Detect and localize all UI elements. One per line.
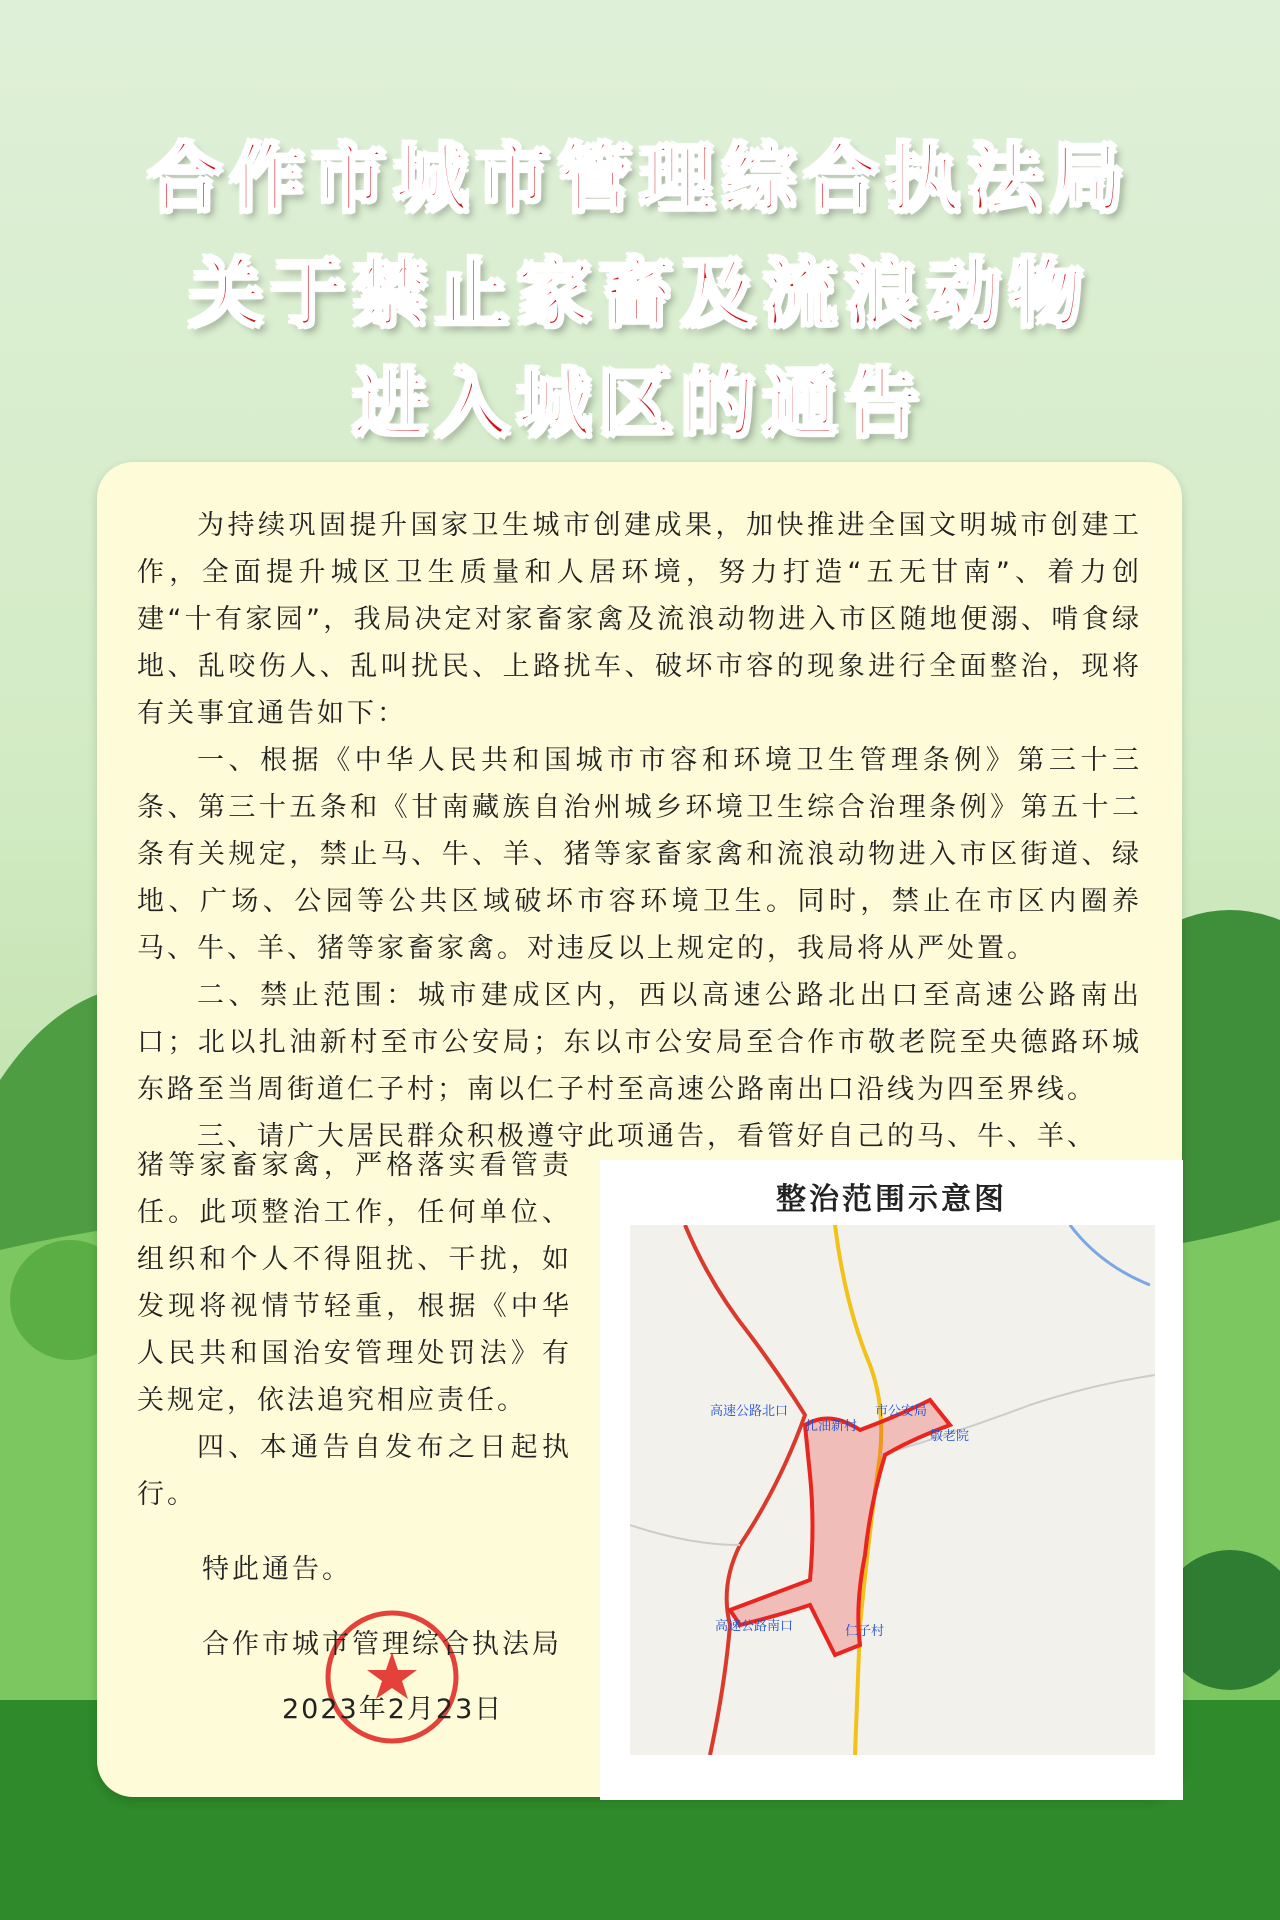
label-police: 市公安局 xyxy=(875,1404,928,1419)
map-title: 整治范围示意图 xyxy=(776,1182,1007,1217)
left-column xyxy=(137,1142,572,1518)
label-north-exit: 高速公路北口 xyxy=(710,1404,789,1419)
label-renzi: 仁子村 xyxy=(845,1624,885,1639)
title-line-1: 合作市城市管理综合执法局 xyxy=(148,136,1132,222)
item-3-paragraph-start: 三、请广大居民群众积极遵守此项通告，看管好自己的马、牛、羊、 xyxy=(197,1121,1097,1152)
item-4-paragraph: 四、本通告自发布之日起执行。 xyxy=(137,1432,572,1510)
notice-body xyxy=(137,502,1142,1160)
date: 2023年2月23日 xyxy=(282,1694,504,1725)
item-1-paragraph: 一、根据《中华人民共和国城市市容和环境卫生管理条例》第三十三条、第三十五条和《甘南藏族自治州城乡环境卫生综合治理条例》第五十二条有关规定，禁止马、牛、羊、猪等家畜家禽和流浪动物进入市区街道、绿地、广场、公园等公共区域破坏市容环境卫生。同时，禁止在市区内圈养马、牛、羊、猪等家畜家禽。对违反以上规定的，我局将从严处置。 xyxy=(137,745,1142,964)
range-map xyxy=(630,1225,1155,1755)
label-south-exit: 高速公路南口 xyxy=(715,1619,794,1634)
title-line-2: 关于禁止家畜及流浪动物 xyxy=(189,251,1091,337)
label-nursing: 敬老院 xyxy=(930,1429,970,1444)
item-2-paragraph: 二、禁止范围：城市建成区内，西以高速公路北出口至高速公路南出口；北以扎油新村至市公安局；东以市公安局至合作市敬老院至央德路环城东路至当周街道仁子村；南以仁子村至高速公路南出口沿线为四至界线。 xyxy=(137,980,1142,1105)
map-card xyxy=(600,1160,1183,1800)
item-3-paragraph-rest: 猪等家畜家禽，严格落实看管责任。此项整治工作，任何单位、组织和个人不得阻扰、干扰，如发现将视情节轻重，根据《中华人民共和国治安管理处罚法》有关规定，依法追究相应责任。 xyxy=(137,1150,572,1416)
intro-paragraph: 为持续巩固提升国家卫生城市创建成果，加快推进全国文明城市创建工作，全面提升城区卫生质量和人居环境，努力打造“五无甘南”、着力创建“十有家园”，我局决定对家畜家禽及流浪动物进入市区随地便溺、啃食绿地、乱咬伤人、乱叫扰民、上路扰车、破坏市容的现象进行全面整治，现将有关事宜通告如下： xyxy=(137,510,1142,729)
closing-text: 特此通告。 xyxy=(202,1554,352,1585)
signature: 合作市城市管理综合执法局 xyxy=(202,1629,562,1660)
title-line-3: 进入城区的通告 xyxy=(353,361,927,447)
label-zhayou: 扎油新村 xyxy=(805,1419,858,1434)
